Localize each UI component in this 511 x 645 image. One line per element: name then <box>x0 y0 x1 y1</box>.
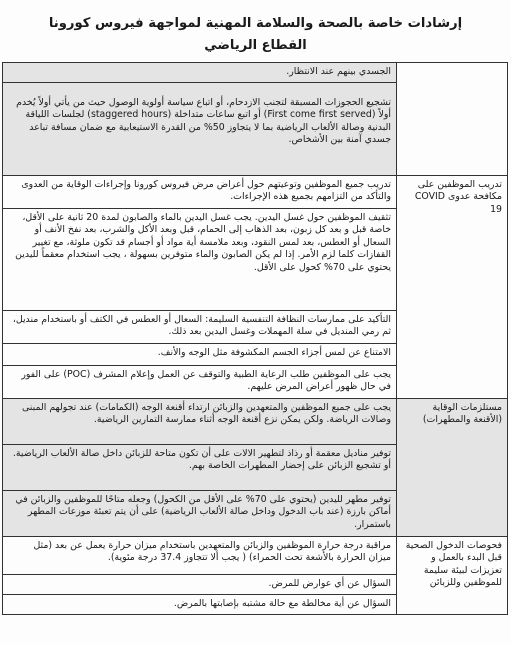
guideline-text: يجب على الموظفين طلب الرعاية الطبية والتوقف عن العمل وإعلام المشرف (POC) على الفور في حال ظهور أعراض المرض عليهم. <box>21 368 391 393</box>
guideline-text: مراقبة درجة حرارة الموظفين والزبائن والمتعهدين باستخدام ميزان حرارة يعمل عن بعد (مثل ميزان الحرارة بالأشعة تحت الحمراء) ( يجب ألا تتجاوز 37.4 درجة مئوية). <box>33 539 391 564</box>
category-cell: تدريب الموظفين على مكافحة عدوى COVID 19 <box>397 175 508 398</box>
guideline-item <box>3 310 397 343</box>
guideline-text: الامتناع عن لمس أجزاء الجسم المكشوفة مثل الوجه والأنف. <box>157 346 391 358</box>
guideline-item <box>3 63 397 83</box>
table-row <box>3 175 508 208</box>
guideline-item <box>3 490 397 536</box>
guideline-text: الجسدي بينهم عند الانتظار. <box>286 66 391 77</box>
table-row <box>3 536 508 574</box>
table-row <box>3 63 508 83</box>
guideline-text: تثقيف الموظفين حول غسل اليدين. يجب غسل اليدين بالماء والصابون لمدة 20 ثانية على الأقل، خاصة قبل و بعد كل زبون، بعد الذهاب إلى الحمام، قبل وبعد الأكل والشرب، بعد نفخ الأنف أو السعال أو العطس، بعد لمس النقود، وبعد ملامسة أية مواد أو أجسام قد تكون ملوثة، مع تغيير القفازات كلما لزم الأمر. إذا لم يكن الصابون والماء متوفرين بسهولة ، يجب استخدام معقماً لليدين يحتوي على 70% كحول على الأقل. <box>15 211 391 273</box>
category-cell <box>397 63 508 176</box>
category-cell: مستلزمات الوقاية (الأقنعة والمطهرات) <box>397 398 508 536</box>
guideline-text: التأكيد على ممارسات النظافة التنفسية السليمة: السعال أو العطس في الكتف أو باستخدام منديل، ثم رمي المنديل في سلة المهملات وغسل اليدين بعد ذلك. <box>12 313 391 338</box>
guideline-text: السؤال عن أية مخالطة مع حالة مشتبه بإصابتها بالمرض. <box>173 597 391 609</box>
document-subtitle: القطاع الرياضي <box>204 38 307 53</box>
document-title: إرشادات خاصة بالصحة والسلامة المهنية لمواجهة فيروس كورونا <box>48 16 463 31</box>
guideline-text: توفير مناديل معقمة أو رذاذ لتطهير الالات على أن تكون متاحة للزبائن داخل صالة الألعاب الرياضية. أو تشجيع الزبائن على إحضار المطهرات الخاصة بهم. <box>12 447 391 472</box>
category-cell: فحوصات الدخول الصحية قبل البدء بالعمل و تعزيزات لبيئة سليمة للموظفين وللزبائن <box>397 536 508 614</box>
guidelines-table <box>2 62 508 615</box>
guideline-item <box>3 536 397 574</box>
guideline-item <box>3 574 397 594</box>
guideline-item <box>3 343 397 365</box>
guideline-item <box>3 82 397 175</box>
guideline-item <box>3 175 397 208</box>
guideline-item <box>3 208 397 310</box>
guideline-text: تشجيع الحجوزات المسبقة لتجنب الازدحام، أو اتباع سياسة أولوية الوصول حيث من يأتي أولاً يُخدم أولاً (First come first served) أو اتبع ساعات متداخلة (staggered hours) لجلسات اللياقة البدنية وصالة الألعاب الرياضية بما لا يتجاوز 50% من القدرة الاستيعابية مع ضمان مسافة تباعد جسدي آمنة بين الأشخاص. <box>16 96 391 146</box>
guideline-text: تدريب جميع الموظفين وتوعيتهم حول أعراض مرض فيروس كورونا وإجراءات الوقاية من العدوى والتأكد من التزامهم بجميع هذه الإجراءات. <box>21 178 391 203</box>
guideline-item <box>3 398 397 444</box>
guideline-item <box>3 365 397 398</box>
guideline-item <box>3 594 397 614</box>
guideline-text: السؤال عن أي عوارض للمرض. <box>268 577 391 589</box>
guideline-item <box>3 444 397 490</box>
guideline-text: يجب على جميع الموظفين والمتعهدين والزبائن ارتداء أقنعة الوجه (الكمامات) عند تجولهم المبنى وصالات الرياضة. ولكن يمكن نزع أقنعة الوجه أثناء ممارسة التمارين الرياضية. <box>21 401 391 426</box>
table-row <box>3 398 508 444</box>
guideline-text: توفير مطهر لليدين (يحتوي على 70% على الأقل من الكحول) وجعله متاحًا للموظفين والزبائن في أماكن بارزة (عند باب الدخول وداخل صالة الألعاب الرياضية) على أن يتم تعبئة موزعات المطهر باستمرار. <box>15 493 391 530</box>
